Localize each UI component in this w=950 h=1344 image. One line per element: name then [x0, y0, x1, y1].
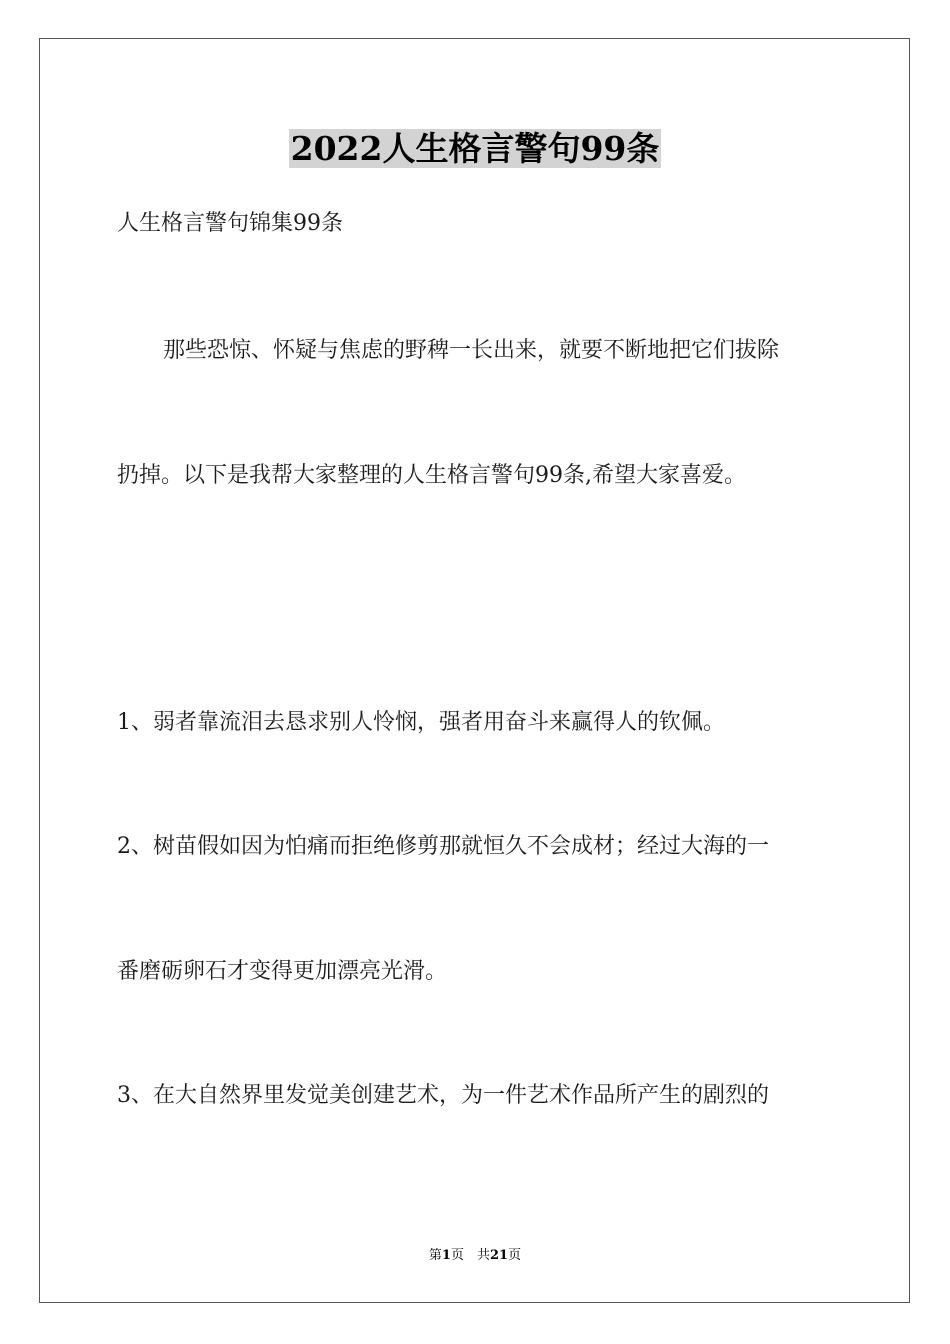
- document-title-text: 2022人生格言警句99条: [290, 129, 660, 168]
- footer-label-pre: 第: [428, 1248, 442, 1263]
- paragraph-line-2: 扔掉。以下是我帮大家整理的人生格言警句99条,希望大家喜爱。: [117, 463, 746, 488]
- list-item-3: 3、在大自然界里发觉美创建艺术，为一件艺术作品所产生的剧烈的: [117, 1083, 769, 1108]
- page-footer: [0, 1247, 950, 1265]
- document-title: [0, 126, 950, 172]
- footer-page-total: 21: [489, 1248, 509, 1263]
- footer-label-post: 页: [508, 1248, 522, 1263]
- list-item-2: 2、树苗假如因为怕痛而拒绝修剪那就恒久不会成材；经过大海的一: [117, 834, 769, 859]
- footer-page-current: 1: [441, 1248, 451, 1263]
- list-item-1: 1、弱者靠流泪去恳求别人怜悯，强者用奋斗来赢得人的钦佩。: [117, 710, 725, 735]
- list-item-2-continued: 番磨砺卵石才变得更加漂亮光滑。: [117, 959, 448, 984]
- footer-label-mid: 页 共: [450, 1248, 490, 1263]
- document-subtitle: 人生格言警句锦集99条: [117, 211, 343, 236]
- paragraph-line-1: 那些恐惊、怀疑与焦虑的野稗一长出来，就要不断地把它们拔除: [163, 338, 780, 363]
